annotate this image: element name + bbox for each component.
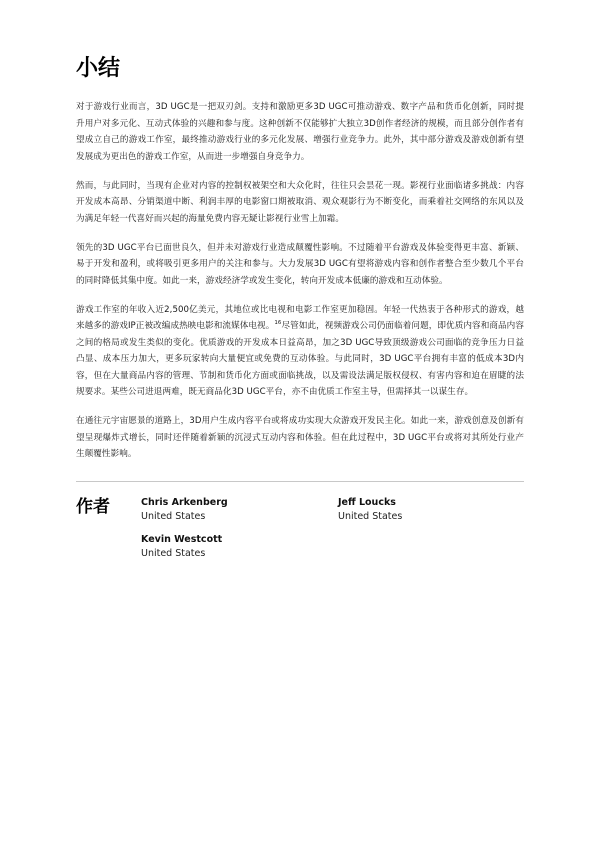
author-name: Jeff Loucks bbox=[338, 496, 396, 508]
section-title: 小结 bbox=[76, 56, 121, 81]
author-card bbox=[141, 496, 228, 524]
author-card bbox=[338, 496, 402, 524]
author-name: Kevin Westcott bbox=[141, 533, 223, 545]
author-name: Chris Arkenberg bbox=[141, 496, 228, 508]
footnote-reference: 16 bbox=[274, 320, 282, 327]
paragraph-4-text-b: 尽管如此，视频游戏公司仍面临着问题，即优质内容和商品内容之间的格局或发生类似的变化。优质游戏的开发成本日益高昂，加之3D UGC导致顶级游戏公司面临的竞争压力日益凸显、成本压力加大，更多玩家转向大量便宜或免费的互动体验。与此同时，3D UGC平台拥有丰富的低成本3D内容，但在大量商品内容的管理、节制和货币化方面或面临挑战，以及需设法满足版权侵权、有害内容和迫在眉睫的法规要求。某些公司进退两难，既无商品化3D UGC平台，亦不由优质工作室主导，但需择其一以谋生存。 bbox=[76, 321, 524, 397]
paragraph-1: 对于游戏行业而言，3D UGC是一把双刃剑。支持和激励更多3D UGC可推动游戏、数字产品和货币化创新，同时提升用户对多元化、互动式体验的兴趣和参与度。这种创新不仅能够扩大独立3D创作者经济的规模，而且部分创作者有望成立自己的游戏工作室，最终推动游戏行业的多元化发展、增强行业竞争力。此外，其中部分游戏及游戏创新有望发展成为更出色的游戏工作室，从而进一步增强自身竞争力。 bbox=[76, 102, 524, 162]
author-location: United States bbox=[141, 510, 206, 522]
authors-section bbox=[76, 496, 524, 586]
page-content bbox=[76, 55, 524, 586]
paragraph-5: 在通往元宇宙愿景的道路上，3D用户生成内容平台或将成功实现大众游戏开发民主化。如此一来，游戏创意及创新有望呈现爆炸式增长，同时还伴随着新颖的沉浸式互动内容和体验。但在此过程中，3D UGC平台或将对其所处行业产生颠覆性影响。 bbox=[76, 416, 524, 459]
authors-heading: 作者 bbox=[76, 496, 110, 517]
paragraph-3: 领先的3D UGC平台已面世良久，但并未对游戏行业造成颠覆性影响。不过随着平台游戏及体验变得更丰富、新颖、易于开发和盈利，或将吸引更多用户的关注和参与。大力发展3D UGC有望将游戏内容和创作者整合至少数几个平台的同时降低其集中度。如此一来，游戏经济学或发生变化，转向开发成本低廉的游戏和互动体验。 bbox=[76, 242, 524, 286]
section-divider bbox=[76, 481, 524, 482]
paragraph-4 bbox=[76, 302, 524, 401]
paragraph-4-text-a: 游戏工作室的年收入近2,500亿美元，其地位或比电视和电影工作室更加稳固。年轻一代热衷于各种形式的游戏，越来越多的游戏IP正被改编成热映电影和流媒体电视。 bbox=[76, 304, 524, 331]
author-location: United States bbox=[338, 510, 403, 522]
author-location: United States bbox=[141, 547, 206, 559]
author-card bbox=[141, 533, 222, 561]
paragraph-2: 然而，与此同时，当现有企业对内容的控制权被架空和大众化时，往往只会昙花一现。影视行业面临诸多挑战：内容开发成本高昂、分销渠道中断、利润丰厚的电影窗口期被取消、观众观影行为不断变化，而乘着社交网络的东风以及为满足年轻一代喜好而兴起的海量免费内容无疑让影视行业雪上加霜。 bbox=[76, 180, 524, 224]
